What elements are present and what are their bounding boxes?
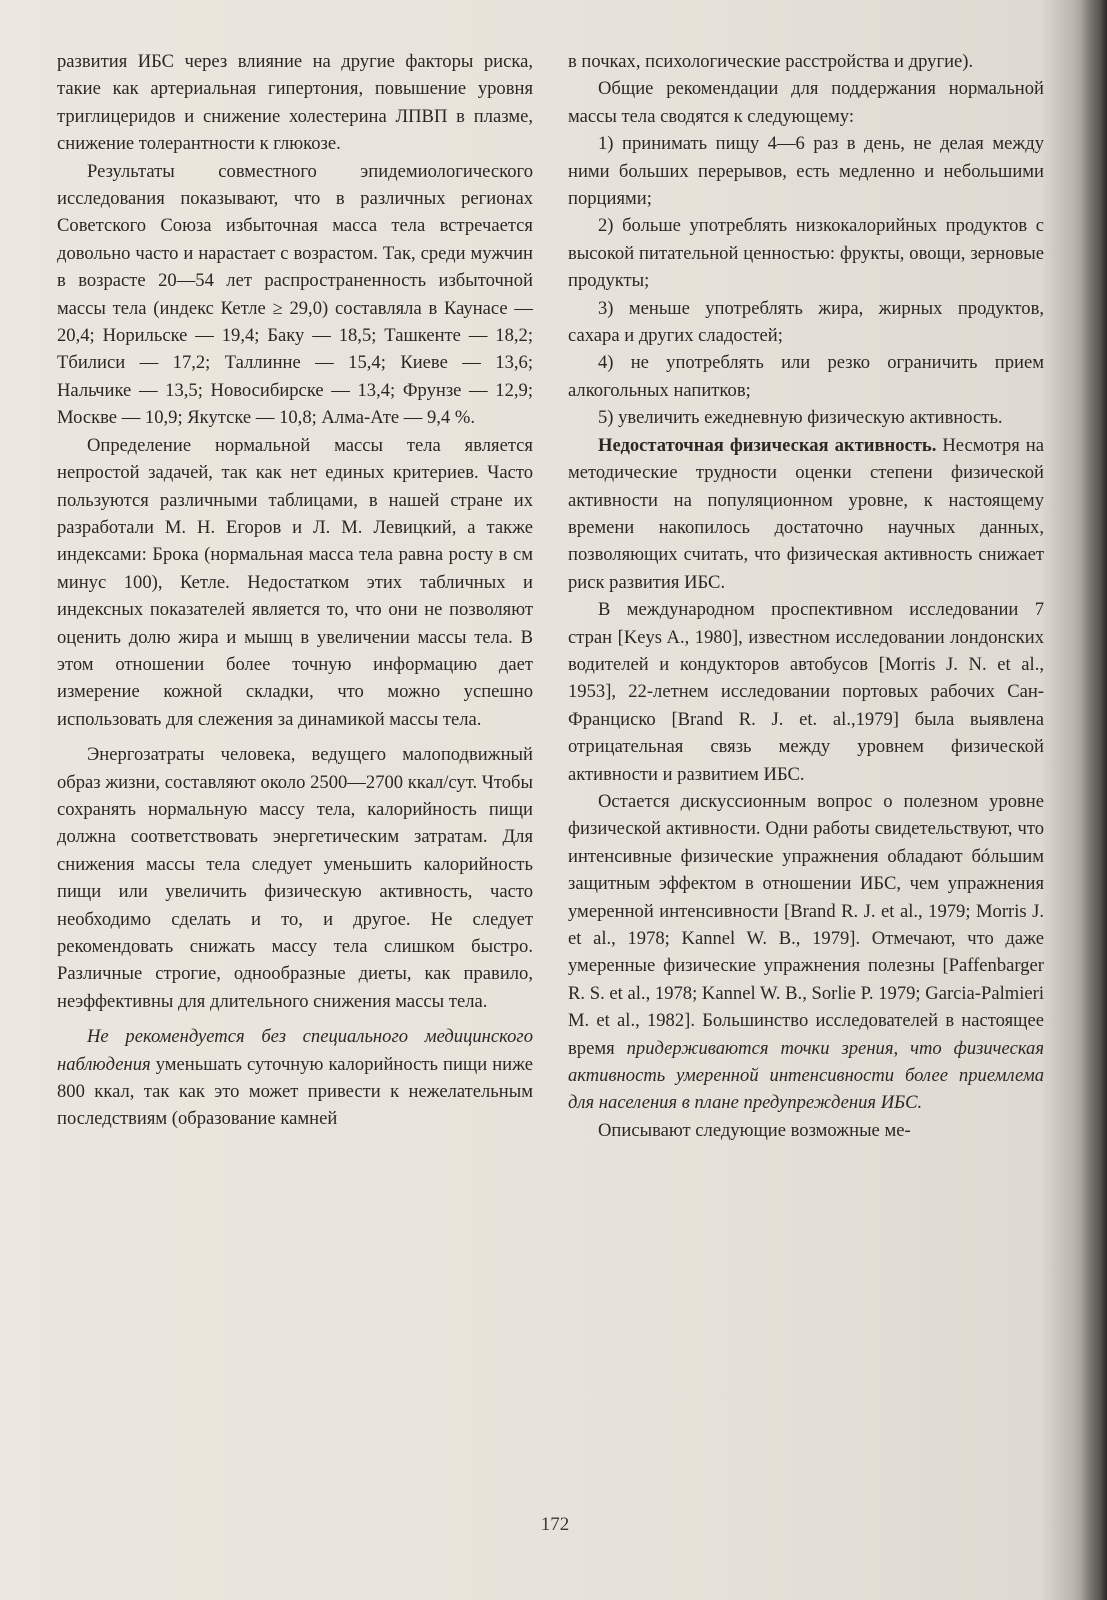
left-paragraph-5-italic: Не рекомендуется без специального медицинского наблюдения — [57, 1026, 533, 1075]
left-column — [57, 48, 533, 1133]
section-physical-activity — [568, 432, 1044, 596]
right-paragraph-5-text: Остается дискуссионным вопрос о полезном уровне физической активности. Одни работы свидетельствуют, что интенсивные физические упражнения обладают бóльшим защитным эффектом в отношении ИБС, чем упражнения умеренной интенсивности [Brand R. J. et al., 1979; Morris J. et al., 1978; Kannel W. B., 1979]. Отмечают, что даже умеренные физические упражнения полезны [Paffenbarger R. S. et al., 1978; Kannel W. B., Sorlie P. 1979; Garcia-Palmieri M. et al., 1982]. Большинство исследователей в настоящее время — [568, 790, 1044, 1059]
page-edge-shadow — [1081, 0, 1107, 1600]
right-paragraph-5-italic: придерживаются точки зрения, что физическая активность умеренной интенсивности более приемлема для населения в плане предупреждения ИБС. — [568, 1037, 1044, 1114]
right-paragraph-2: Общие рекомендации для поддержания нормальной массы тела сводятся к следующему: — [568, 78, 1044, 127]
list-item-4: 4) не употреблять или резко ограничить прием алкогольных напитков; — [568, 352, 1044, 401]
right-paragraph-6: Описывают следующие возможные ме- — [598, 1119, 911, 1141]
right-column — [568, 48, 1044, 1144]
list-item-2: 2) больше употреблять низкокалорийных продуктов с высокой питательной ценностью: фрукты, овощи, зерновые продукты; — [568, 215, 1044, 292]
section-heading: Недостаточная физическая активность. — [598, 434, 937, 456]
left-paragraph-2: Результаты совместного эпидемиологического исследования показывают, что в различных регионах Советского Союза избыточная масса тела встречается довольно часто и нарастает с возрастом. Так, среди мужчин в возрасте 20—54 лет распространенность избыточной массы тела (индекс Кетле ≥ 29,0) составляла в Каунасе — 20,4; Норильске — 19,4; Баку — 18,5; Ташкенте — 18,2; Тбилиси — 17,2; Таллинне — 15,4; Киеве — 13,6; Нальчике — 13,5; Новосибирске — 13,4; Фрунзе — 12,9; Москве — 10,9; Якутске — 10,8; Алма-Ате — 9,4 %. — [57, 160, 533, 429]
left-paragraph-5 — [57, 1023, 533, 1133]
right-paragraph-4: В международном проспективном исследовании 7 стран [Keys A., 1980], известном исследовании лондонских водителей и кондукторов автобусов [Morris J. N. et al., 1953], 22-летнем исследовании портовых рабочих Сан-Франциско [Brand R. J. et. al.,1979] была выявлена отрицательная связь между уровнем физической активности и развитием ИБС. — [568, 599, 1044, 785]
section-body: Несмотря на методические трудности оценки степени физической активности на популяционном уровне, к настоящему времени накопилось достаточно научных данных, позволяющих считать, что физическая активность снижает риск развития ИБС. — [568, 434, 1044, 593]
list-item-3: 3) меньше употреблять жира, жирных продуктов, сахара и других сладостей; — [568, 297, 1044, 347]
left-paragraph-3: Определение нормальной массы тела является непростой задачей, так как нет единых критериев. Часто пользуются различными таблицами, в нашей стране их разработали М. Н. Егоров и Л. М. Левицкий, а также индексами: Брока (нормальная масса тела равна росту в см минус 100), Кетле. Недостатком этих табличных и индексных показателей является то, что они не позволяют оценить долю жира и мышц в увеличении массы тела. В этом отношении более точную информацию дает измерение кожной складки, что можно успешно использовать для слежения за динамикой массы тела. — [57, 434, 533, 730]
page-number: 172 — [540, 1514, 570, 1535]
left-paragraph-5-text: уменьшать суточную калорийность пищи ниже 800 ккал, так как это может привести к нежелательным последствиям (образование камней — [57, 1053, 533, 1130]
left-paragraph-1: развития ИБС через влияние на другие факторы риска, такие как артериальная гипертония, повышение уровня триглицеридов и снижение холестерина ЛПВП в плазме, снижение толерантности к глюкозе. — [57, 51, 533, 155]
list-item-1: 1) принимать пищу 4—6 раз в день, не делая между ними больших перерывов, есть медленно и небольшими порциями; — [568, 133, 1044, 210]
right-paragraph-5 — [568, 788, 1044, 1117]
left-paragraph-4: Энергозатраты человека, ведущего малоподвижный образ жизни, составляют около 2500—2700 ккал/сут. Чтобы сохранять нормальную массу тела, калорийность пищи должна соответствовать энергетическим затратам. Для снижения массы тела следует уменьшить калорийность пищи или увеличить физическую активность, часто необходимо сделать и то, и другое. Не следует рекомендовать снижать массу тела слишком быстро. Различные строгие, однообразные диеты, как правило, неэффективны для длительного снижения массы тела. — [57, 744, 533, 1012]
list-item-5: 5) увеличить ежедневную физическую активность. — [598, 407, 1003, 429]
right-paragraph-1: в почках, психологические расстройства и другие). — [568, 51, 974, 72]
